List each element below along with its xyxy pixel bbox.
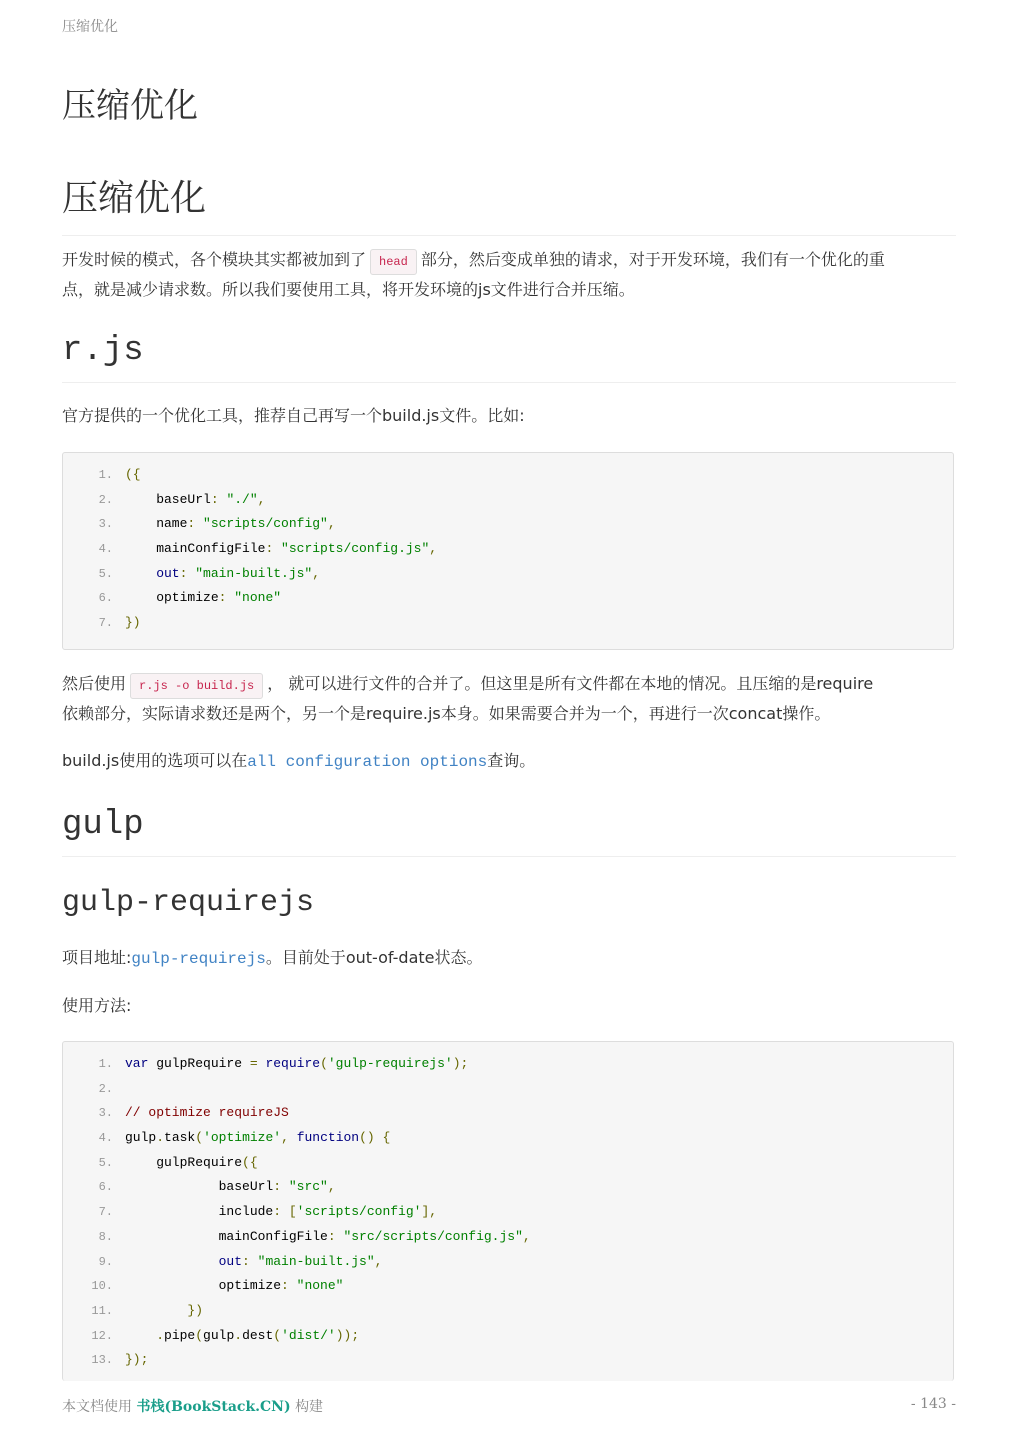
running-header: 压缩优化 [62, 19, 118, 35]
gulp-code-line [63, 1250, 953, 1275]
code-token: }); [125, 1352, 149, 1368]
intro-text: 开发时候的模式，各个模块其实都被加到了 [62, 250, 367, 269]
line-code [125, 1200, 437, 1225]
code-token: mainConfigFile [125, 541, 266, 557]
code-token: ( [320, 1056, 328, 1071]
line-number: 12. [91, 1328, 113, 1343]
heading-gulp-requirejs: gulp-requirejs [62, 886, 315, 920]
code-token: . [156, 1130, 165, 1146]
code-token: . [234, 1327, 243, 1343]
rjs-after-text-line2: 依赖部分，实际请求数还是两个，另一个是require.js本身。如果需要合并为一个，再进行一次concat操作。 [62, 704, 831, 723]
line-code [125, 1225, 531, 1250]
line-number: 4. [98, 542, 113, 557]
code-token: , [281, 1130, 297, 1146]
line-number: 3. [98, 1106, 113, 1121]
code-token: : [242, 1253, 258, 1269]
code-token: out [125, 565, 180, 581]
line-number: 7. [98, 1205, 113, 1220]
line-number: 9. [98, 1254, 113, 1269]
heading-rjs: r.js [62, 332, 956, 383]
code-token: gulpRequire [148, 1056, 250, 1071]
code-token: : [ [273, 1204, 297, 1220]
rjs-code-line [63, 537, 953, 562]
code-token: : [210, 491, 227, 507]
gulp-requirejs-link[interactable]: gulp-requirejs [131, 950, 266, 968]
section-title: 压缩优化 [62, 170, 956, 236]
rjs-code-line [63, 611, 953, 636]
code-token: ( [195, 1327, 204, 1343]
gulp-code-line [63, 1077, 953, 1102]
gulp-code-line [63, 1126, 953, 1151]
code-token: var [125, 1056, 149, 1071]
code-token: , [374, 1253, 383, 1269]
footer-prefix: 本文档使用 [62, 1399, 132, 1415]
line-code [125, 1299, 203, 1324]
usage-label: 使用方法: [62, 996, 132, 1015]
code-token: "scripts/config" [203, 516, 328, 532]
code-token: mainConfigFile [125, 1228, 328, 1244]
line-number: 11. [91, 1303, 113, 1318]
gulp-code-line [63, 1274, 953, 1299]
code-token: baseUrl [125, 491, 211, 507]
code-token: : [327, 1228, 344, 1244]
code-token: // optimize requireJS [125, 1105, 289, 1121]
line-number: 5. [98, 566, 113, 581]
inline-code-rjs-cmd: r.js -o build.js [130, 673, 263, 699]
gulp-code-line [63, 1299, 953, 1324]
line-code [125, 463, 141, 488]
code-token: : [273, 1179, 289, 1195]
footer [62, 1396, 956, 1416]
line-number: 6. [98, 1180, 113, 1195]
code-token: ); [452, 1056, 469, 1071]
line-number: 5. [98, 1155, 113, 1170]
code-token: optimize [125, 590, 219, 606]
line-code [125, 1126, 390, 1151]
line-number: 4. [98, 1131, 113, 1146]
code-token: : [281, 1278, 297, 1294]
rjs-after-paragraph [62, 670, 956, 728]
line-code [125, 562, 320, 587]
code-token: , [327, 1179, 336, 1195]
line-number: 6. [98, 591, 113, 606]
line-number: 1. [98, 1057, 113, 1071]
line-number: 7. [98, 616, 113, 631]
line-code [125, 1250, 382, 1275]
code-block-gulp [62, 1041, 954, 1381]
line-number: 13. [91, 1353, 113, 1368]
code-token: : [179, 565, 196, 581]
gulp-code-line [63, 1225, 953, 1250]
rjs-description: 官方提供的一个优化工具，推荐自己再写一个build.js文件。比如: [62, 406, 525, 425]
project-text-after: 。目前处于out-of-date状态。 [265, 948, 483, 967]
code-token: "src/scripts/config.js" [343, 1228, 523, 1244]
line-code [125, 1101, 289, 1126]
gulp-code-line [63, 1101, 953, 1126]
code-token: name [125, 516, 188, 532]
line-number: 1. [98, 468, 113, 482]
rjs-code-line [63, 562, 953, 587]
code-token: out [125, 1253, 243, 1269]
code-token: ], [421, 1204, 438, 1220]
code-token: = [249, 1056, 258, 1071]
code-token: "./" [226, 491, 258, 507]
code-token: ( [273, 1327, 282, 1343]
line-number: 3. [98, 517, 113, 532]
code-token: "main-built.js" [257, 1253, 375, 1269]
line-number: 2. [98, 1081, 113, 1096]
rjs-code-line [63, 488, 953, 513]
rjs-code-line [63, 463, 953, 488]
line-number: 2. [98, 492, 113, 507]
line-code [125, 1348, 148, 1373]
line-code [125, 1324, 359, 1349]
gulp-code-line [63, 1052, 953, 1077]
code-token: , [257, 491, 266, 507]
line-code [125, 537, 437, 562]
code-token: "none" [234, 590, 282, 606]
gulp-code-line [63, 1175, 953, 1200]
code-token: , [429, 541, 438, 557]
options-paragraph [62, 747, 956, 776]
line-number: 8. [98, 1229, 113, 1244]
code-token: 'dist/' [281, 1327, 336, 1343]
line-code [125, 1052, 468, 1077]
code-token: ( [195, 1130, 204, 1146]
intro-paragraph [62, 246, 956, 304]
options-text: build.js使用的选项可以在 [62, 751, 248, 770]
code-token: "none" [296, 1278, 344, 1294]
line-code [125, 1274, 343, 1299]
code-token: "scripts/config.js" [281, 541, 430, 557]
code-token: dest [242, 1327, 274, 1343]
rjs-after-text: 然后使用 [62, 674, 127, 693]
code-token: . [125, 1327, 165, 1343]
line-code [125, 512, 336, 537]
line-code [125, 586, 281, 611]
code-token: "main-built.js" [195, 565, 313, 581]
code-token: , [312, 565, 321, 581]
code-token: include [125, 1204, 274, 1220]
code-token: ({ [242, 1154, 258, 1170]
project-text: 项目地址: [62, 948, 132, 967]
rjs-code-line [63, 586, 953, 611]
code-token: : [265, 541, 282, 557]
code-token: gulp [203, 1327, 235, 1343]
line-code [125, 1175, 336, 1200]
code-token: 'scripts/config' [296, 1204, 422, 1220]
code-token: gulpRequire [125, 1154, 243, 1170]
code-token: : [218, 590, 235, 606]
gulp-code-line [63, 1200, 953, 1225]
code-token: : [187, 516, 204, 532]
code-token: }) [125, 1302, 204, 1318]
code-token: )); [335, 1327, 360, 1343]
code-block-rjs [62, 452, 954, 650]
heading-gulp: gulp [62, 806, 956, 857]
code-token: () { [359, 1130, 391, 1146]
bookstack-brand-link[interactable]: 书栈(BookStack.CN) [136, 1399, 291, 1415]
project-paragraph [62, 944, 956, 973]
gulp-code-line [63, 1324, 953, 1349]
line-code [125, 488, 265, 513]
page-title: 压缩优化 [62, 86, 198, 126]
gulp-code-line [63, 1151, 953, 1176]
code-token: baseUrl [125, 1179, 274, 1195]
all-configuration-options-link[interactable]: all configuration options [247, 753, 488, 771]
code-token: }) [125, 615, 141, 631]
intro-text-line2: 点，就是减少请求数。所以我们要使用工具，将开发环境的js文件进行合并压缩。 [62, 280, 635, 299]
code-token: function [296, 1130, 360, 1146]
code-token: "src" [288, 1179, 328, 1195]
code-token: 'gulp-requirejs' [327, 1056, 453, 1071]
inline-code-head: head [370, 249, 417, 275]
code-token: 'optimize' [203, 1130, 282, 1146]
options-text-after: 查询。 [487, 751, 536, 770]
code-token: gulp [125, 1130, 157, 1146]
line-code [125, 611, 141, 636]
code-token: , [522, 1228, 531, 1244]
code-token: , [327, 516, 336, 532]
code-token: task [164, 1130, 196, 1146]
footer-suffix: 构建 [295, 1399, 324, 1415]
rjs-after-text-cont: ， 就可以进行文件的合并了。但这里是所有文件都在本地的情况。且压缩的是require [267, 674, 874, 693]
code-token: optimize [125, 1278, 282, 1294]
line-number: 10. [91, 1279, 113, 1294]
code-token: pipe [164, 1327, 196, 1343]
intro-text-cont: 部分，然后变成单独的请求，对于开发环境，我们有一个优化的重 [420, 250, 885, 269]
rjs-code-line [63, 512, 953, 537]
line-code [125, 1151, 258, 1176]
page-number: - 143 - [910, 1396, 956, 1412]
gulp-code-line [63, 1348, 953, 1373]
code-token: require [265, 1056, 321, 1071]
code-token: ({ [125, 467, 141, 482]
